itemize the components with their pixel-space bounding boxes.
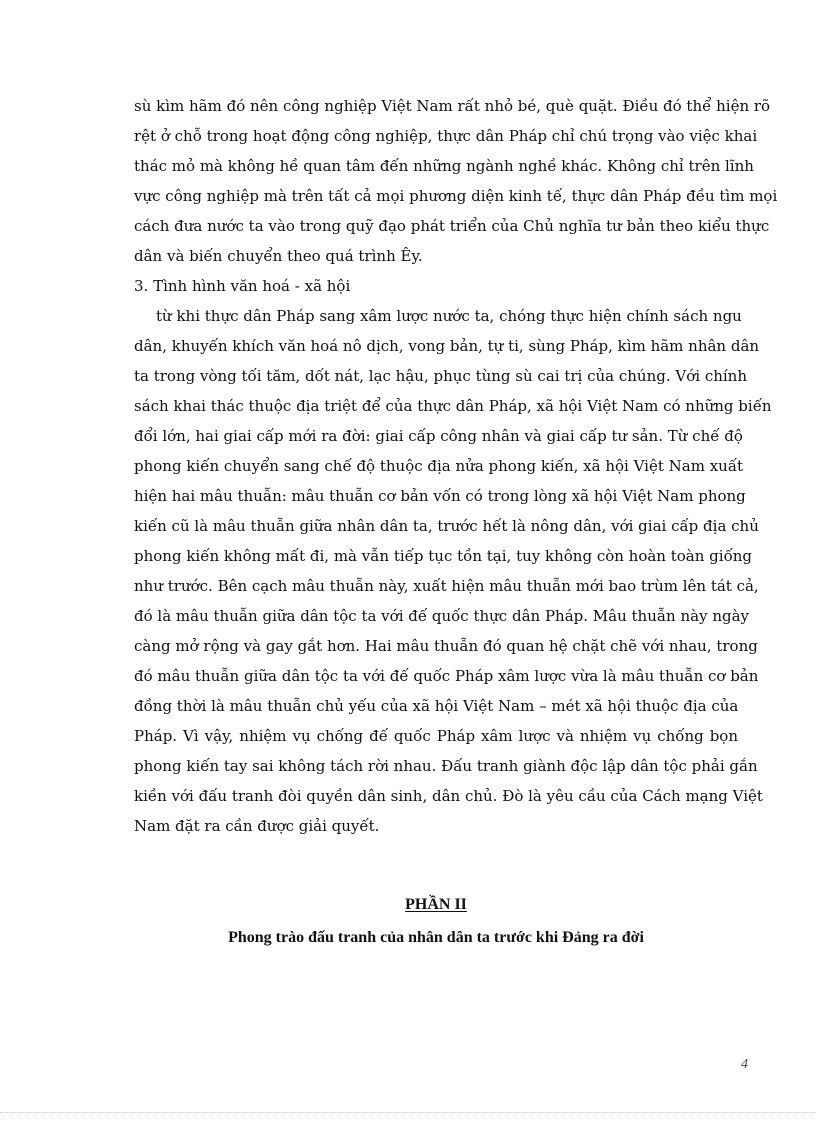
part-title <box>134 893 738 917</box>
text-line: Pháp. Vì vậy, nhiệm vụ chống đế quốc Pháp xâm lược và nhiệm vụ chống bọn <box>134 727 738 745</box>
text-line: đó mâu thuẫn giữa dân tộc ta với đế quốc Pháp xâm lược vừa là mâu thuẫn cơ bản <box>134 667 759 685</box>
text-line: đó là mâu thuẫn giữa dân tộc ta với đế quốc thực dân Pháp. Mâu thuẫn này ngày <box>134 607 750 625</box>
text-line: rệt ở chỗ trong hoạt động công nghiệp, thực dân Pháp chỉ chú trọng vào việc khai <box>134 127 758 145</box>
text-line: Nam đặt ra cần được giải quyết. <box>134 817 380 835</box>
paragraph-culture-society <box>134 301 772 841</box>
text-line: phong kiến chuyển sang chế độ thuộc địa nửa phong kiến, xã hội Việt Nam xuất <box>134 457 744 475</box>
text-line: phong kiến tay sai không tách rời nhau. Đấu tranh giành độc lập dân tộc phải gắn <box>134 757 758 775</box>
text-line: như trước. Bên cạch mâu thuẫn này, xuất hiện mâu thuẫn mới bao trùm lên tát cả, <box>134 577 759 595</box>
paragraph-economy <box>134 91 778 271</box>
page-number: 4 <box>741 1057 748 1072</box>
text-line: ta trong vòng tối tăm, dốt nát, lạc hậu, phục tùng sù cai trị của chúng. Với chính <box>134 367 748 385</box>
text-line: kiến cũ là mâu thuẫn giữa nhân dân ta, trước hết là nông dân, với giai cấp địa chủ <box>134 517 759 535</box>
section-heading-3: 3. Tình hình văn hoá - xã hội <box>134 277 351 295</box>
text-line: càng mở rộng và gay gắt hơn. Hai mâu thuẫn đó quan hệ chặt chẽ với nhau, trong <box>134 637 758 655</box>
text-line: kiền với đấu tranh đòi quyền dân sinh, dân chủ. Đò là yêu cầu của Cách mạng Việt <box>134 787 763 805</box>
part-title-text: PHẦN II <box>405 896 467 913</box>
text-line: phong kiến không mất đi, mà vẫn tiếp tục tồn tại, tuy không còn hoàn toàn giống <box>134 547 753 565</box>
text-line: sách khai thác thuộc địa triệt để của thực dân Pháp, xã hội Việt Nam có những biến <box>134 397 772 415</box>
text-line: dân, khuyến khích văn hoá nô dịch, vong bản, tự ti, sùng Pháp, kìm hãm nhân dân <box>134 337 760 355</box>
text-line: cách đưa nước ta vào trong quỹ đạo phát triển của Chủ nghĩa tư bản theo kiểu thực <box>134 217 770 235</box>
text-line: dân và biến chuyển theo quá trình Êy. <box>134 247 423 265</box>
text-line: vực công nghiệp mà trên tất cả mọi phương diện kinh tế, thực dân Pháp đều tìm mọi <box>134 187 778 205</box>
part-subtitle: Phong trào đấu tranh của nhân dân ta trước khi Đảng ra đời <box>228 929 644 946</box>
text-line: hiện hai mâu thuẫn: mâu thuẫn cơ bản vốn có trong lòng xã hội Việt Nam phong <box>134 487 746 505</box>
page-bottom-border <box>0 1112 816 1113</box>
text-line: từ khi thực dân Pháp sang xâm lược nước ta, chóng thực hiện chính sách ngu <box>156 307 742 325</box>
text-line: đồng thời là mâu thuẫn chủ yếu của xã hội Việt Nam – mét xã hội thuộc địa của <box>134 697 739 715</box>
body-text <box>134 91 778 841</box>
text-line: đổi lớn, hai giai cấp mới ra đời: giai cấp công nhân và giai cấp tư sản. Từ chế độ <box>134 427 743 445</box>
text-line: sù kìm hãm đó nên công nghiệp Việt Nam rất nhỏ bé, què quặt. Điều đó thể hiện rõ <box>134 97 771 115</box>
text-line: thác mỏ mà không hề quan tâm đến những ngành nghề khác. Không chỉ trên lĩnh <box>134 157 754 175</box>
